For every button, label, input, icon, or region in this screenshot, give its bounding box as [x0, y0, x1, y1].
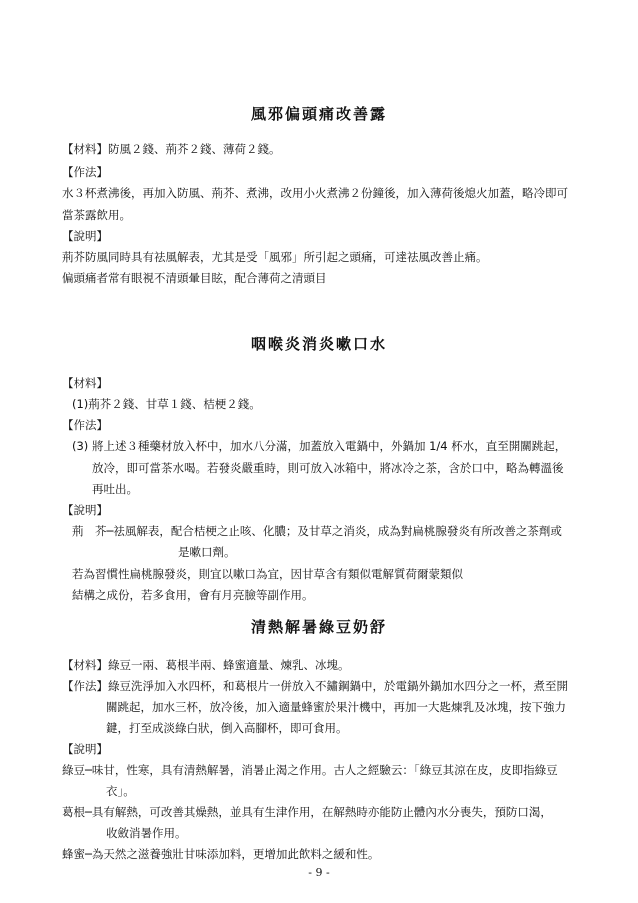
method-text: (3) 將上述３種藥材放入杯中，加水八分滿，加蓋放入電鍋中，外鍋加 1/4 杯水，直至開關跳起，	[72, 439, 567, 453]
method-heading: 【作法】	[62, 418, 108, 432]
explanation-text: 收斂消暑作用。	[106, 826, 187, 840]
materials-line: 【材料】防風２錢、荊芥２錢、薄荷２錢。	[62, 142, 281, 156]
method-text: 水３杯煮沸後，再加入防風、荊芥、煮沸，改用小火煮沸２份鐘後，加入薄荷後熄火加蓋，略冷即可	[62, 186, 568, 200]
explanation-text: 蜂蜜─為天然之滋養強壯甘味添加料，更增加此飲料之緩和性。	[62, 847, 380, 861]
materials-line: 【材料】綠豆一兩、葛根半兩、蜂蜜適量、煉乳、冰塊。	[62, 658, 350, 672]
materials-text: (1)荊芥２錢、甘草１錢、桔梗２錢。	[72, 397, 261, 411]
explanation-text: 綠豆─味甘，性寒，具有清熱解暑，消暑止渴之作用。古人之經驗云：「綠豆其涼在皮，皮即指綠豆	[62, 763, 558, 777]
explanation-heading: 【說明】	[62, 742, 108, 756]
section-title-headache: 風邪偏頭痛改善露	[250, 105, 387, 123]
method-text: 鍵，打至成淡綠白狀，倒入高腳杯，即可食用。	[106, 721, 348, 735]
explanation-text: 是嗽口劑。	[178, 545, 236, 559]
method-text: 當茶露飲用。	[62, 208, 131, 222]
explanation-text: 偏頭痛者常有眼視不清頭暈目眩，配合薄荷之清頭目	[62, 271, 327, 285]
method-heading: 【作法】	[62, 165, 108, 179]
explanation-text: 結構之成份，若多食用，會有月亮臉等副作用。	[72, 588, 314, 602]
method-text: 放冷，即可當茶水喝。若發炎嚴重時，則可放入冰箱中，將冰冷之茶，含於口中，略為轉溫後	[92, 461, 564, 475]
method-text: 關跳起，加水三杯，放冷後，加入適量蜂蜜於果汁機中，再加一大匙煉乳及冰塊，按下強力	[106, 700, 566, 714]
explanation-heading: 【說明】	[62, 503, 108, 517]
method-text: 【作法】綠豆洗淨加入水四杯，和葛根片一併放入不鏽鋼鍋中，於電鍋外鍋加水四分之一杯，煮至開	[62, 679, 568, 693]
method-text: 再吐出。	[92, 482, 138, 496]
explanation-text: 若為習慣性扁桃腺發炎，則宜以嗽口為宜，因甘草含有類似電解質荷爾蒙類似	[72, 567, 463, 581]
section-title-mung-bean: 清熱解暑綠豆奶舒	[250, 618, 387, 636]
explanation-heading: 【說明】	[62, 229, 108, 243]
explanation-text: 葛根─具有解熱，可改善其燥熱，並具有生津作用，在解熱時亦能防止體內水分喪失，預防口渴，	[62, 805, 552, 819]
materials-heading: 【材料】	[62, 376, 108, 390]
explanation-text: 荊 芥─祛風解表，配合桔梗之止咳、化膿；及甘草之消炎，成為對扁桃腺發炎有所改善之茶劑或	[72, 524, 562, 538]
page-number: - 9 -	[308, 866, 330, 879]
explanation-text: 衣」。	[106, 784, 135, 798]
explanation-text: 荊芥防風同時具有祛風解表，尤其是受「風邪」所引起之頭痛，可達祛風改善止痛。	[62, 250, 488, 264]
section-title-sore-throat: 咽喉炎消炎嗽口水	[250, 335, 387, 353]
